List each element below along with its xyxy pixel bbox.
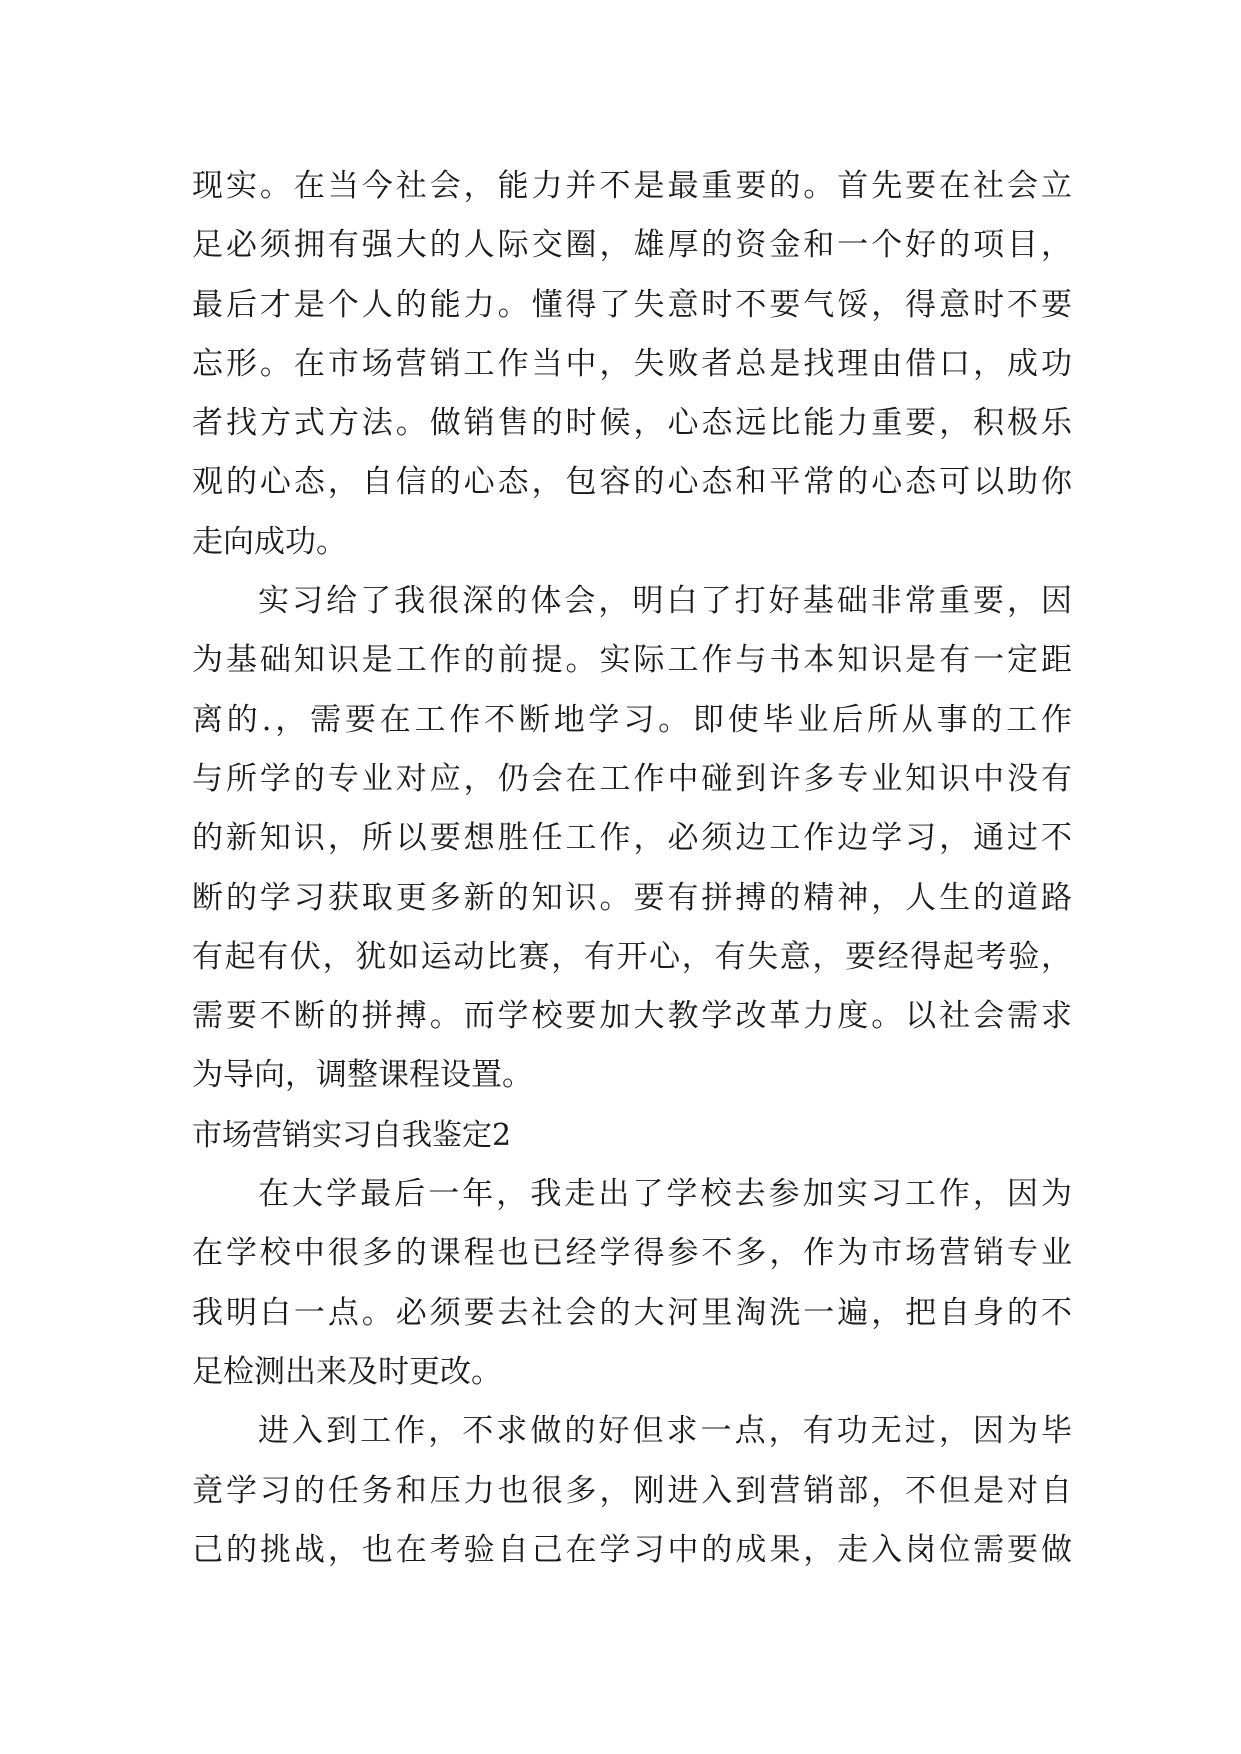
text-line: 走向成功。 <box>192 523 347 560</box>
text-line: 为导向，调整课程设置。 <box>192 1057 533 1094</box>
text-line: 现实。在当今社会，能力并不是最重要的。首先要在社会立 <box>192 168 1072 204</box>
text-line: 己的挑战，也在考验自己在学习中的成果，走入岗位需要做 <box>192 1531 1072 1568</box>
text-line: 有起有伏，犹如运动比赛，有开心，有失意，要经得起考验， <box>192 938 1072 975</box>
section-heading: 市场营销实习自我鉴定2 <box>192 1117 512 1153</box>
text-line: 忘形。在市场营销工作当中，失败者总是找理由借口，成功 <box>192 345 1072 382</box>
text-line: 在学校中很多的课程也已经学得参不多，作为市场营销专业 <box>192 1235 1072 1272</box>
text-line: 观的心态，自信的心态，包容的心态和平常的心态可以助你 <box>192 464 1072 501</box>
text-line: 断的学习获取更多新的知识。要有拼搏的精神，人生的道路 <box>192 879 1072 916</box>
text-line: 的新知识，所以要想胜任工作，必须边工作边学习，通过不 <box>192 820 1072 857</box>
text-line: 为基础知识是工作的前提。实际工作与书本知识是有一定距 <box>192 642 1072 679</box>
text-line: 进入到工作，不求做的好但求一点，有功无过，因为毕 <box>258 1413 1072 1450</box>
text-line: 实习给了我很深的体会，明白了打好基础非常重要，因 <box>258 583 1072 620</box>
text-line: 足必须拥有强大的人际交圈，雄厚的资金和一个好的项目， <box>192 227 1072 264</box>
text-line: 竟学习的任务和压力也很多，刚进入到营销部，不但是对自 <box>192 1472 1072 1509</box>
text-line: 足检测出来及时更改。 <box>192 1353 502 1390</box>
text-line: 最后才是个人的能力。懂得了失意时不要气馁，得意时不要 <box>192 286 1072 323</box>
text-line: 我明白一点。必须要去社会的大河里淘洗一遍，把自身的不 <box>192 1294 1072 1331</box>
text-line: 需要不断的拼搏。而学校要加大教学改革力度。以社会需求 <box>192 998 1072 1035</box>
text-line: 者找方式方法。做销售的时候，心态远比能力重要，积极乐 <box>192 405 1072 442</box>
document-body <box>192 157 1072 1580</box>
text-line: 在大学最后一年，我走出了学校去参加实习工作，因为 <box>258 1176 1072 1213</box>
text-line: 离的.，需要在工作不断地学习。即使毕业后所从事的工作 <box>192 701 1072 738</box>
text-line: 与所学的专业对应，仍会在工作中碰到许多专业知识中没有 <box>192 760 1072 797</box>
